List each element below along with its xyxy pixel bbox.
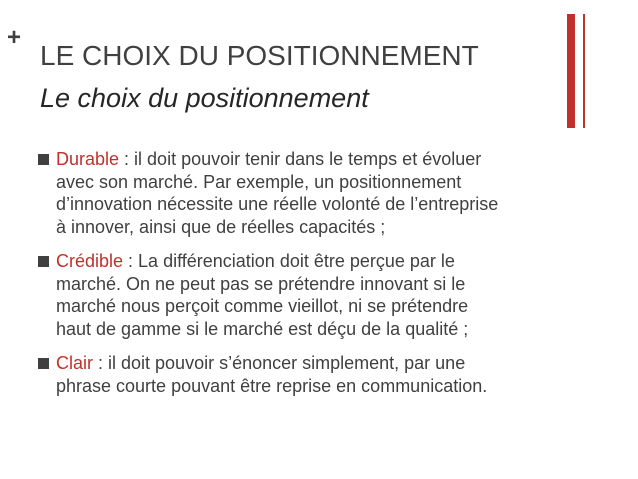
bullet-text: : il doit pouvoir s’énoncer simplement, par une xyxy=(93,353,466,373)
bullet-line: phrase courte pouvant être reprise en communication. xyxy=(56,375,488,396)
bullet-credible xyxy=(36,250,576,340)
accent-bar-thin xyxy=(583,14,585,128)
bullet-keyword: Crédible xyxy=(56,251,124,271)
bullet-line: avec son marché. Par exemple, un positionnement xyxy=(56,171,462,192)
bullet-line: marché. On ne peut pas se prétendre innovant si le xyxy=(56,273,466,294)
bullet-line: marché nous perçoit comme vieillot, ni se prétendre xyxy=(56,296,469,316)
bullet-first-line xyxy=(56,148,576,171)
bullet-clair xyxy=(36,352,576,397)
bullet-durable xyxy=(36,148,576,238)
bullet-keyword: Durable xyxy=(56,149,120,169)
slide-title: LE CHOIX DU POSITIONNEMENT xyxy=(40,40,479,71)
bullet-text: : La différenciation doit être perçue par le xyxy=(123,251,455,271)
plus-mark: + xyxy=(7,24,22,51)
bullet-keyword: Clair xyxy=(56,353,94,373)
square-bullet-icon xyxy=(38,358,49,369)
bullet-line: haut de gamme si le marché est déçu de la qualité ; xyxy=(56,318,469,339)
bullet-line: d’innovation nécessite une réelle volonté de l’entreprise xyxy=(56,194,499,214)
bullet-list xyxy=(36,148,576,409)
square-bullet-icon xyxy=(38,154,49,165)
square-bullet-icon xyxy=(38,256,49,267)
bullet-line: à innover, ainsi que de réelles capacités ; xyxy=(56,216,386,237)
slide-subtitle: Le choix du positionnement xyxy=(40,83,369,113)
bullet-text: : il doit pouvoir tenir dans le temps et évoluer xyxy=(119,149,482,169)
bullet-first-line xyxy=(56,250,576,273)
accent-bar-thick xyxy=(567,14,575,128)
bullet-first-line xyxy=(56,352,576,375)
